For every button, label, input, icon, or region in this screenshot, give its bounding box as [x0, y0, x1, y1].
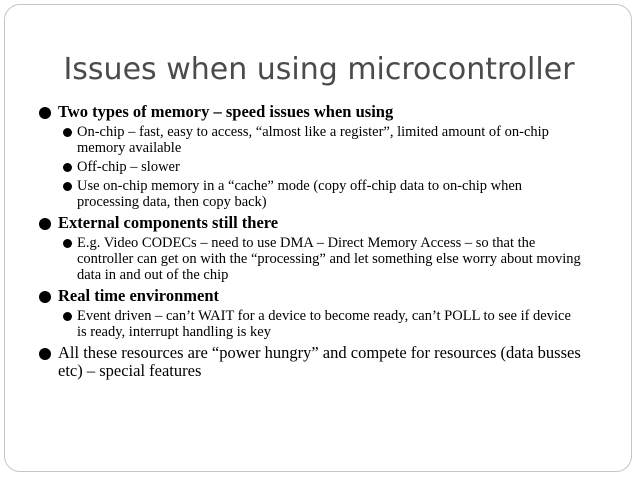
sub-bullet-text: Off-chip – slower [77, 159, 180, 175]
sub-bullet-text: E.g. Video CODECs – need to use DMA – Direct Memory Access – so that the controller can get on with the “processing” and let something else worry about moving data in and out of the chip [77, 235, 581, 283]
bullet-power-hungry [0, 344, 638, 380]
bullet-dot-icon [39, 291, 51, 303]
sub-bullet-text: Use on-chip memory in a “cache” mode (copy off-chip data to on-chip when processing data, then copy back) [77, 178, 523, 210]
bullet-real-time [0, 287, 638, 305]
sub-bullet-on-chip [0, 124, 638, 156]
slide-body [0, 103, 638, 380]
bullet-text: External components still there [58, 213, 279, 232]
bullet-memory-types [0, 103, 638, 121]
bullet-dot-icon [39, 348, 51, 360]
slide-title: Issues when using microcontroller [63, 52, 575, 87]
bullet-dot-icon [39, 107, 51, 119]
sub-bullet-dot-icon [63, 239, 72, 248]
bullet-text: All these resources are “power hungry” and compete for resources (data busses etc) – special features [58, 343, 581, 380]
sub-bullet-event-driven [0, 308, 638, 340]
sub-bullet-dot-icon [63, 163, 72, 172]
sub-bullet-dot-icon [63, 128, 72, 137]
bullet-dot-icon [39, 218, 51, 230]
sub-bullet-off-chip [0, 159, 638, 175]
sub-bullet-text: Event driven – can’t WAIT for a device to become ready, can’t POLL to see if device is ready, interrupt handling is key [77, 308, 571, 340]
sub-bullet-dot-icon [63, 182, 72, 191]
bullet-text: Real time environment [58, 286, 219, 305]
bullet-text: Two types of memory – speed issues when using [58, 102, 394, 121]
sub-bullet-video-codecs [0, 235, 638, 283]
sub-bullet-dot-icon [63, 312, 72, 321]
sub-bullet-cache-mode [0, 178, 638, 210]
bullet-external-components [0, 214, 638, 232]
sub-bullet-text: On-chip – fast, easy to access, “almost like a register”, limited amount of on-chip memory available [77, 124, 549, 156]
